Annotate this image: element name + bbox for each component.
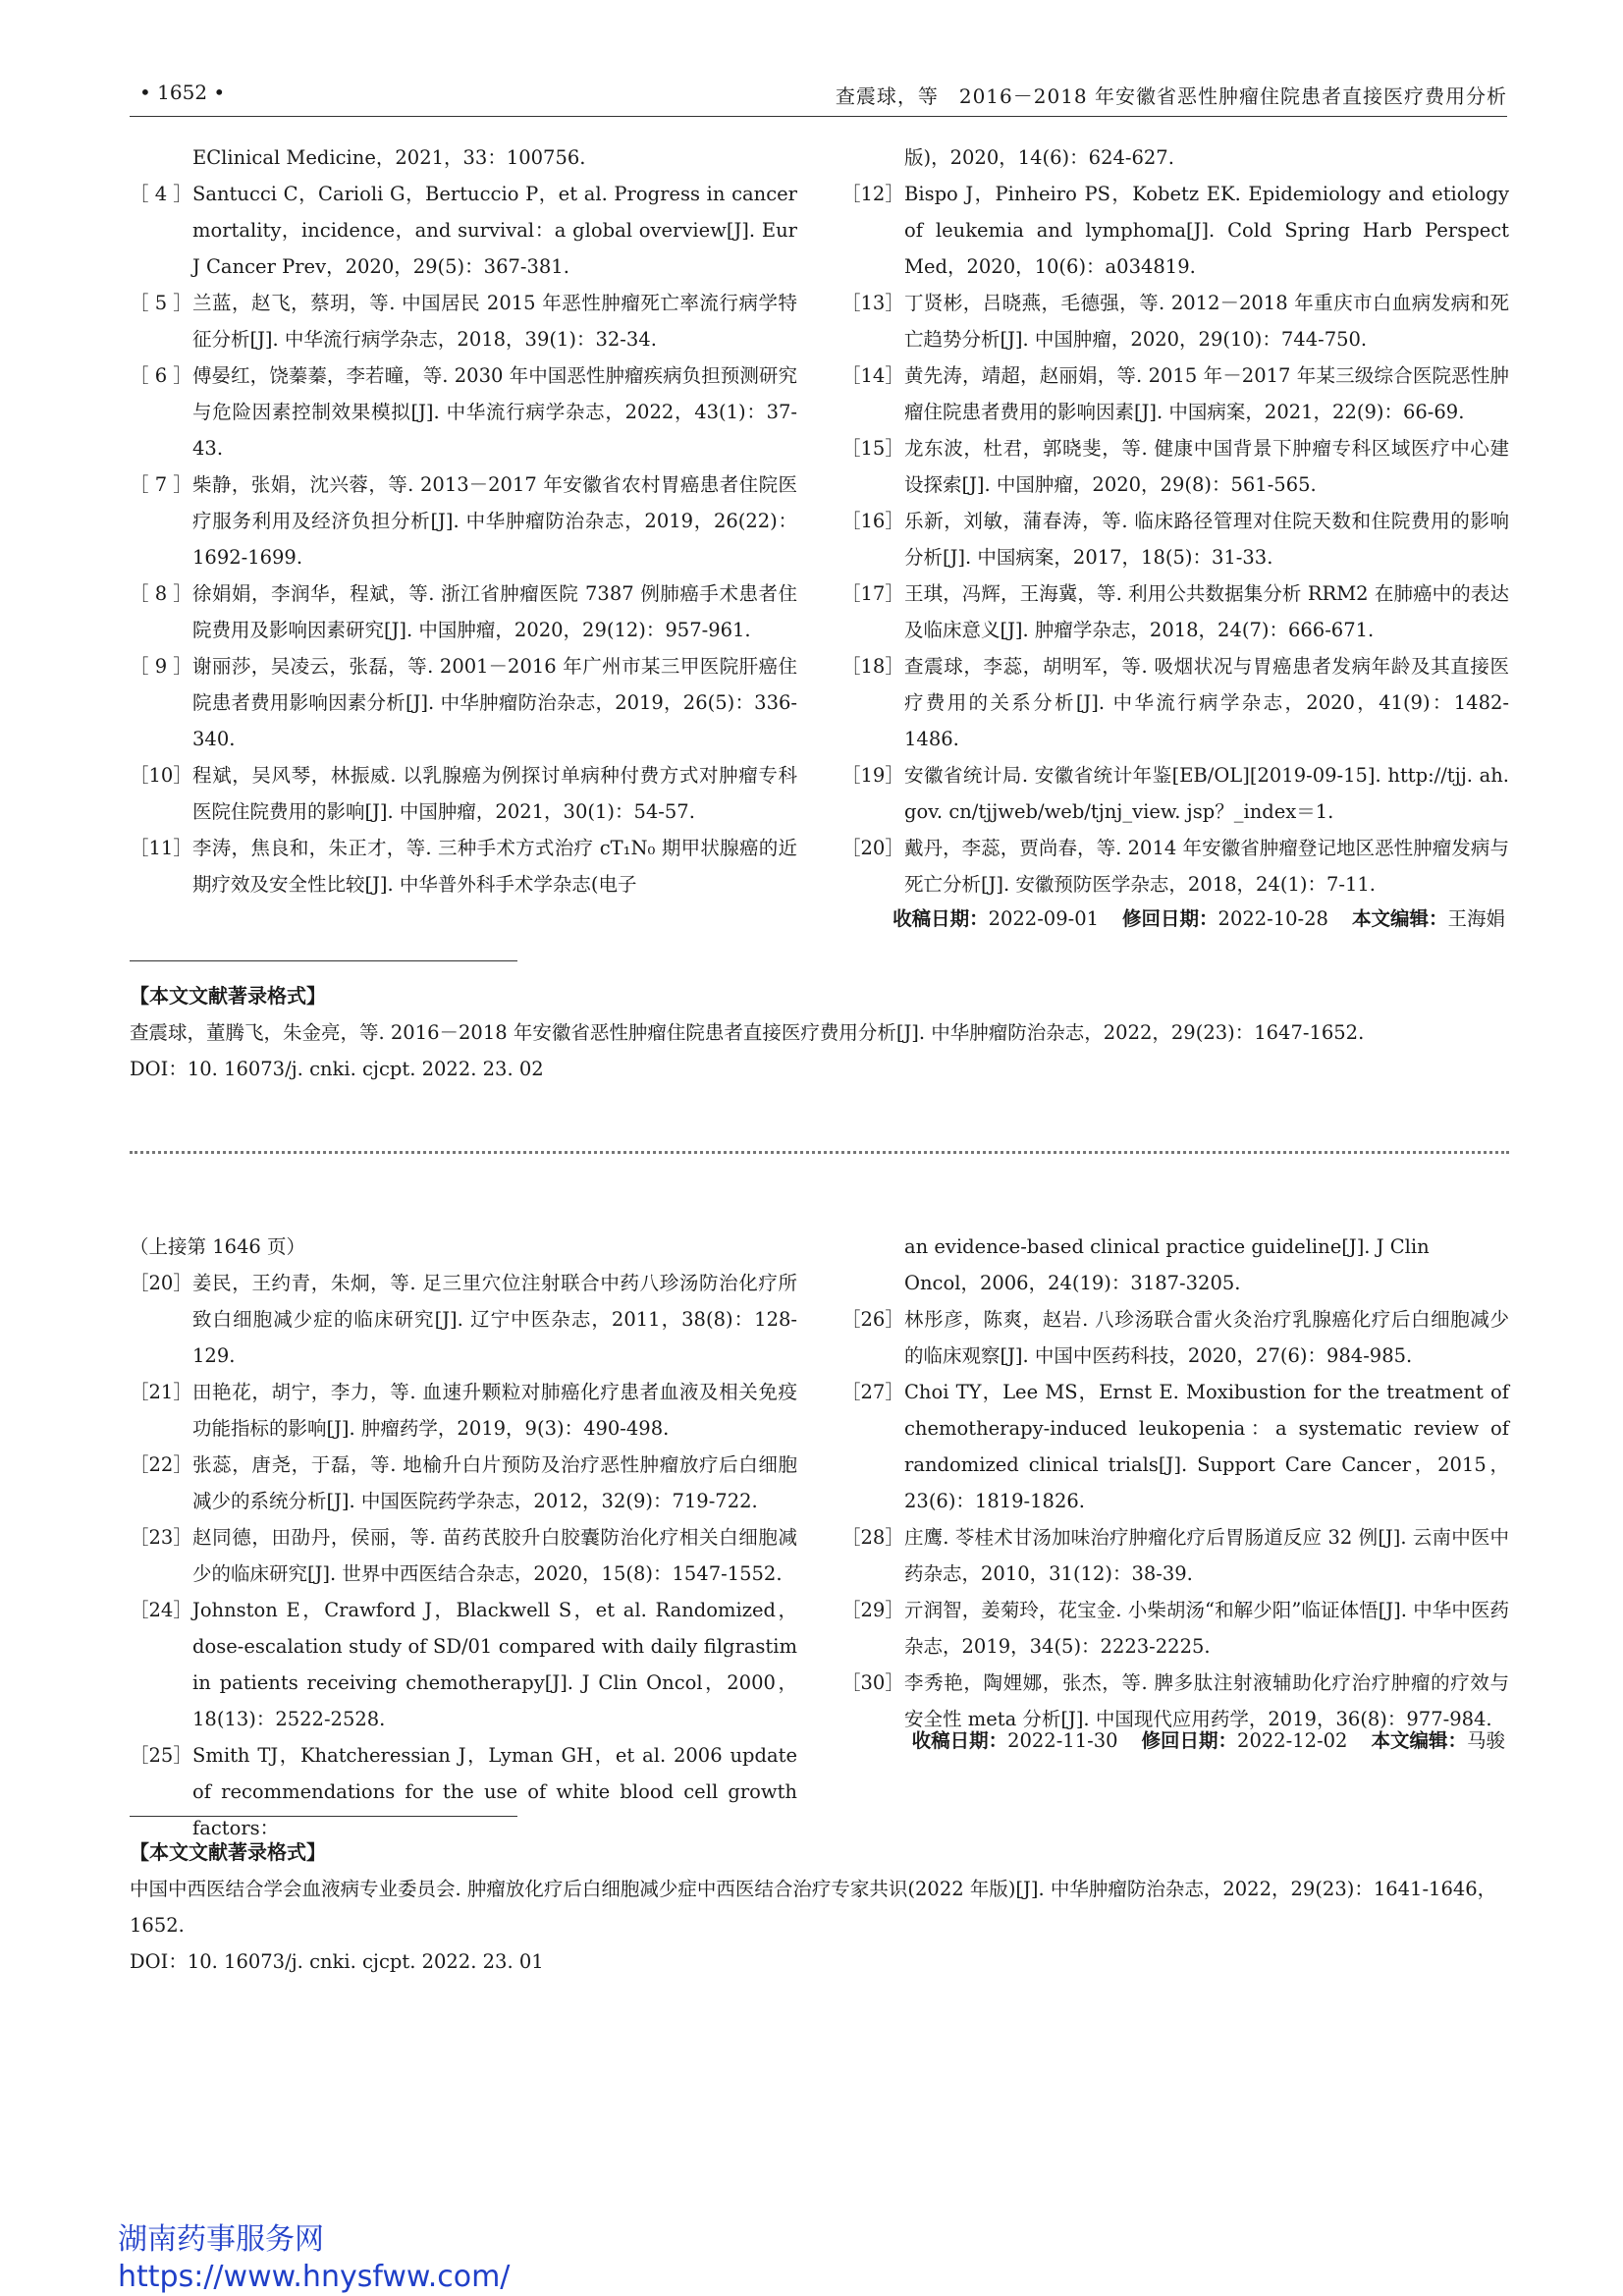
reference-item xyxy=(130,1447,797,1519)
reference-number: ［ 5 ］ xyxy=(130,292,192,314)
reference-item xyxy=(130,1265,797,1374)
reference-item xyxy=(130,285,797,357)
revised-date: 2022-12-02 xyxy=(1237,1729,1348,1752)
reference-number: ［20］ xyxy=(130,1272,192,1294)
reference-item xyxy=(130,830,797,902)
reference-item xyxy=(841,503,1509,575)
section1-right-column xyxy=(841,139,1509,902)
reference-text: 谢丽莎，吴凌云，张磊，等. 2001－2016 年广州市某三甲医院肝癌住院患者费用影响因素分析[J]. 中华肿瘤防治杂志，2019，26(5)：336-340. xyxy=(192,655,797,750)
editor-label: 本文编辑： xyxy=(1371,1729,1467,1752)
reference-number: ［30］ xyxy=(841,1671,904,1694)
reference-number: ［10］ xyxy=(130,764,192,787)
reference-number: ［17］ xyxy=(841,582,904,605)
page-header xyxy=(130,77,1507,117)
reference-item xyxy=(841,1301,1509,1374)
reference-item xyxy=(130,357,797,466)
reference-number: ［15］ xyxy=(841,437,904,460)
reference-item xyxy=(841,176,1509,285)
article-dates xyxy=(893,901,1505,937)
reference-number: ［28］ xyxy=(841,1526,904,1549)
reference-text: 查震球，李蕊，胡明军，等. 吸烟状况与胃癌患者发病年龄及其直接医疗费用的关系分析[J]. 中华流行病学杂志，2020，41(9)：1482-1486. xyxy=(904,655,1509,750)
reference-text: 赵同德，田劭丹，侯丽，等. 苗药芪胶升白胶囊防治化疗相关白细胞减少的临床研究[J]. 世界中西医结合杂志，2020，15(8)：1547-1552. xyxy=(192,1526,797,1585)
reference-item xyxy=(841,830,1509,902)
reference-text: Smith TJ，Khatcheressian J，Lyman GH，et al. 2006 update of recommendations for the use of white blood cell growth factors： xyxy=(192,1744,797,1839)
revised-label: 修回日期： xyxy=(1122,907,1218,930)
continued-note: （上接第 1646 页） xyxy=(130,1235,306,1258)
citation-heading: 【本文文献著录格式】 xyxy=(130,984,326,1008)
reference-number: ［ 7 ］ xyxy=(130,473,192,496)
reference-text: 徐娟娟，李润华，程斌，等. 浙江省肿瘤医院 7387 例肺癌手术患者住院费用及影响因素研究[J]. 中国肿瘤，2020，29(12)：957-961. xyxy=(192,582,797,641)
reference-number: ［ 6 ］ xyxy=(130,364,192,387)
editor-name: 王海娟 xyxy=(1447,907,1505,930)
citation-text: 查震球，董腾飞，朱金亮，等. 2016－2018 年安徽省恶性肿瘤住院患者直接医疗费用分析[J]. 中华肿瘤防治杂志，2022，29(23)：1647-1652. xyxy=(130,1021,1365,1044)
reference-number: ［27］ xyxy=(841,1381,904,1403)
reference-number: ［29］ xyxy=(841,1599,904,1621)
section1-left-column xyxy=(130,139,797,902)
reference-text: 柴静，张娟，沈兴蓉，等. 2013－2017 年安徽省农村胃癌患者住院医疗服务利用及经济负担分析[J]. 中华肿瘤防治杂志，2019，26(22)：1692-1699. xyxy=(192,473,797,569)
running-title: 查震球，等 2016－2018 年安徽省恶性肿瘤住院患者直接医疗费用分析 xyxy=(835,84,1507,108)
reference-continuation: EClinical Medicine，2021，33：100756. xyxy=(192,146,586,169)
reference-text: 林彤彦，陈爽，赵岩. 八珍汤联合雷火灸治疗乳腺癌化疗后白细胞减少的临床观察[J]. 中国中医药科技，2020，27(6)：984-985. xyxy=(904,1308,1509,1367)
reference-number: ［13］ xyxy=(841,292,904,314)
received-label: 收稿日期： xyxy=(911,1729,1008,1752)
section2-left-column xyxy=(130,1229,797,1846)
citation-doi: DOI：10. 16073/j. cnki. cjcpt. 2022. 23. 02 xyxy=(130,1058,544,1080)
reference-number: ［23］ xyxy=(130,1526,192,1549)
reference-text: 兰蓝，赵飞，蔡玥，等. 中国居民 2015 年恶性肿瘤死亡率流行病学特征分析[J]. 中华流行病学杂志，2018，39(1)：32-34. xyxy=(192,292,797,351)
received-date: 2022-09-01 xyxy=(988,907,1100,930)
divider xyxy=(130,960,517,961)
page-number: • 1652 • xyxy=(139,81,226,104)
reference-text: 安徽省统计局. 安徽省统计年鉴[EB/OL][2019-09-15]. http://tjj. ah. gov. cn/tjjweb/web/tjnj_view. jsp？_index＝1. xyxy=(904,764,1509,823)
reference-text: 李涛，焦良和，朱正才，等. 三种手术方式治疗 cT₁N₀ 期甲状腺癌的近期疗效及安全性比较[J]. 中华普外科手术学杂志(电子 xyxy=(192,837,797,896)
citation-text: 中国中西医结合学会血液病专业委员会. 肿瘤放化疗后白细胞减少症中西医结合治疗专家共识(2022 年版)[J]. 中华肿瘤防治杂志，2022，29(23)：1641-1646，1652. xyxy=(130,1878,1497,1937)
reference-item xyxy=(130,757,797,830)
reference-number: ［ 4 ］ xyxy=(130,183,192,205)
reference-number: ［11］ xyxy=(130,837,192,859)
reference-continuation: 版)，2020，14(6)：624-627. xyxy=(904,146,1174,169)
reference-number: ［20］ xyxy=(841,837,904,859)
reference-text: Johnston E，Crawford J，Blackwell S，et al. Randomized，dose-escalation study of SD/01 compared with daily filgrastim in patients receiving chemotherapy[J]. J Clin Oncol，2000，18(13)：2522-2528. xyxy=(192,1599,797,1730)
reference-text: 姜民，王约青，朱炯，等. 足三里穴位注射联合中药八珍汤防治化疗所致白细胞减少症的临床研究[J]. 辽宁中医杂志，2011，38(8)：128-129. xyxy=(192,1272,797,1367)
watermark xyxy=(118,2221,510,2296)
editor-label: 本文编辑： xyxy=(1351,907,1448,930)
reference-number: ［ 9 ］ xyxy=(130,655,192,678)
reference-item xyxy=(130,466,797,575)
reference-text: 丁贤彬，吕晓燕，毛德强，等. 2012－2018 年重庆市白血病发病和死亡趋势分析[J]. 中国肿瘤，2020，29(10)：744-750. xyxy=(904,292,1509,351)
reference-number: ［22］ xyxy=(130,1453,192,1476)
reference-item xyxy=(841,1592,1509,1665)
received-date: 2022-11-30 xyxy=(1007,1729,1118,1752)
reference-text: 田艳花，胡宁，李力，等. 血速升颗粒对肺癌化疗患者血液及相关免疫功能指标的影响[J]. 肿瘤药学，2019，9(3)：490-498. xyxy=(192,1381,797,1440)
reference-item xyxy=(841,357,1509,430)
reference-number: ［18］ xyxy=(841,655,904,678)
reference-text: Santucci C，Carioli G，Bertuccio P，et al. Progress in cancer mortality，incidence，and survival：a global overview[J]. Eur J Cancer Prev，2020，29(5)：367-381. xyxy=(192,183,797,278)
reference-text: 张蕊，唐尧，于磊，等. 地榆升白片预防及治疗恶性肿瘤放疗后白细胞减少的系统分析[J]. 中国医院药学杂志，2012，32(9)：719-722. xyxy=(192,1453,797,1512)
citation-block xyxy=(130,978,1509,1087)
reference-item xyxy=(841,430,1509,503)
reference-item xyxy=(841,1374,1509,1519)
revised-label: 修回日期： xyxy=(1141,1729,1238,1752)
reference-number: ［ 8 ］ xyxy=(130,582,192,605)
watermark-site-name: 湖南药事服务网 xyxy=(118,2222,324,2257)
reference-item xyxy=(130,1737,797,1846)
reference-item xyxy=(841,648,1509,757)
reference-text: 乐新，刘敏，蒲春涛，等. 临床路径管理对住院天数和住院费用的影响分析[J]. 中国病案，2017，18(5)：31-33. xyxy=(904,510,1509,569)
watermark-url[interactable]: https://www.hnysfww.com/ xyxy=(118,2260,511,2294)
reference-text: 傅晏红，饶蓁蓁，李若曈，等. 2030 年中国恶性肿瘤疾病负担预测研究与危险因素控制效果模拟[J]. 中华流行病学杂志，2022，43(1)：37-43. xyxy=(192,364,797,460)
reference-number: ［25］ xyxy=(130,1744,192,1767)
divider xyxy=(130,1816,517,1817)
reference-text: Choi TY，Lee MS，Ernst E. Moxibustion for the treatment of chemotherapy-induced leukopenia：a systematic review of randomized clinical trials[J]. Support Care Cancer，2015，23(6)：1819-1826. xyxy=(904,1381,1509,1512)
reference-item xyxy=(130,575,797,648)
reference-text: 王琪，冯辉，王海冀，等. 利用公共数据集分析 RRM2 在肺癌中的表达及临床意义[J]. 肿瘤学杂志，2018，24(7)：666-671. xyxy=(904,582,1509,641)
article-dates xyxy=(912,1722,1505,1759)
reference-item xyxy=(130,1374,797,1447)
reference-item xyxy=(130,648,797,757)
reference-text: 黄先涛，靖超，赵丽娟，等. 2015 年－2017 年某三级综合医院恶性肿瘤住院患者费用的影响因素[J]. 中国病案，2021，22(9)：66-69. xyxy=(904,364,1509,423)
reference-number: ［16］ xyxy=(841,510,904,532)
reference-item xyxy=(130,1592,797,1737)
reference-text: 龙东波，杜君，郭晓斐，等. 健康中国背景下肿瘤专科区域医疗中心建设探索[J]. 中国肿瘤，2020，29(8)：561-565. xyxy=(904,437,1509,496)
reference-text: Bispo J，Pinheiro PS，Kobetz EK. Epidemiology and etiology of leukemia and lymphoma[J]. Cold Spring Harb Perspect Med，2020，10(6)：a034819. xyxy=(904,183,1509,278)
reference-continuation: an evidence-based clinical practice guideline[J]. J Clin Oncol，2006，24(19)：3187-3205. xyxy=(904,1235,1430,1294)
reference-text: 戴丹，李蕊，贾尚春，等. 2014 年安徽省肿瘤登记地区恶性肿瘤发病与死亡分析[J]. 安徽预防医学杂志，2018，24(1)：7-11. xyxy=(904,837,1509,896)
section2-right-column xyxy=(841,1229,1509,1737)
reference-number: ［24］ xyxy=(130,1599,192,1621)
reference-item xyxy=(841,285,1509,357)
editor-name: 马骏 xyxy=(1466,1729,1505,1752)
reference-number: ［19］ xyxy=(841,764,904,787)
citation-block xyxy=(130,1834,1509,1980)
citation-doi: DOI：10. 16073/j. cnki. cjcpt. 2022. 23. 01 xyxy=(130,1950,544,1973)
reference-text: 李秀艳，陶娌娜，张杰，等. 脾多肽注射液辅助化疗治疗肿瘤的疗效与安全性 meta 分析[J]. 中国现代应用药学，2019，36(8)：977-984. xyxy=(904,1671,1509,1730)
revised-date: 2022-10-28 xyxy=(1217,907,1328,930)
reference-item xyxy=(130,1519,797,1592)
reference-item xyxy=(841,757,1509,830)
section-separator xyxy=(130,1151,1509,1154)
reference-number: ［14］ xyxy=(841,364,904,387)
reference-item xyxy=(841,575,1509,648)
reference-number: ［26］ xyxy=(841,1308,904,1331)
reference-text: 庄鹰. 苓桂术甘汤加味治疗肿瘤化疗后胃肠道反应 32 例[J]. 云南中医中药杂志，2010，31(12)：38-39. xyxy=(904,1526,1509,1585)
reference-number: ［12］ xyxy=(841,183,904,205)
reference-text: 程斌，吴风琴，林振威. 以乳腺癌为例探讨单病种付费方式对肿瘤专科医院住院费用的影响[J]. 中国肿瘤，2021，30(1)：54-57. xyxy=(192,764,797,823)
reference-item xyxy=(130,176,797,285)
reference-item xyxy=(841,1519,1509,1592)
citation-heading: 【本文文献著录格式】 xyxy=(130,1840,326,1864)
reference-number: ［21］ xyxy=(130,1381,192,1403)
reference-text: 亓润智，姜菊玲，花宝金. 小柴胡汤“和解少阳”临证体悟[J]. 中华中医药杂志，2019，34(5)：2223-2225. xyxy=(904,1599,1509,1658)
received-label: 收稿日期： xyxy=(893,907,989,930)
